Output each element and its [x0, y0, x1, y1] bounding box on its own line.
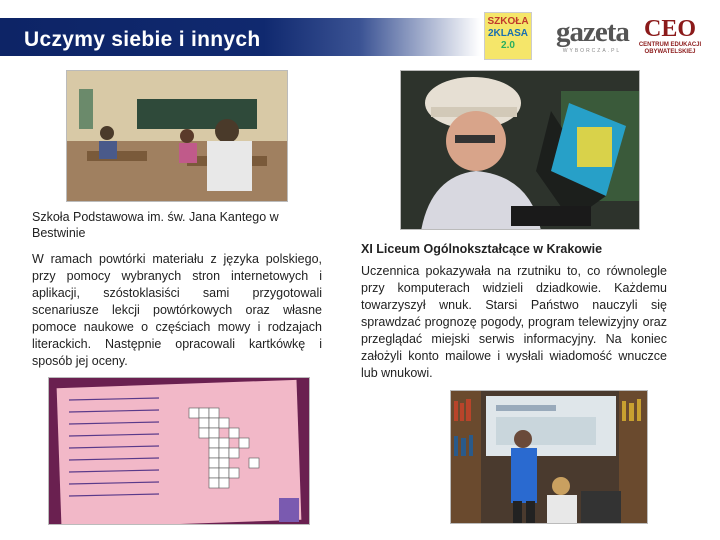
left-school-name: Szkoła Podstawowa im. św. Jana Kantego w Bestwinie: [32, 210, 279, 240]
gazeta-logo-sub: WYBORCZA.PL: [562, 48, 622, 54]
gazeta-logo-name: gazeta: [556, 16, 629, 48]
gazeta-logo: [556, 16, 628, 60]
poster-photo: [48, 377, 310, 525]
szkola-logo-line3: 2.0: [501, 40, 515, 51]
left-description: W ramach powtórki materiału z języka polskiego, przy pomocy wybranych stron internetowych i aplikacji, szóstoklasiści sami przygotowali scenariusze lekcji powtórkowych oraz własne pomoce naukowe o częściach mowy i rodzajach literackich. Następnie opracowali kartkówkę i sposób jej oceny.: [32, 252, 322, 368]
ceo-logo: [634, 16, 706, 60]
page-title: Uczymy siebie i innych: [24, 28, 261, 51]
right-school-name: XI Liceum Ogólnokształcące w Krakowie: [361, 242, 603, 256]
ceo-logo-name: CEO: [643, 16, 696, 42]
ceo-logo-sub2: OBYWATELSKIEJ: [644, 49, 696, 55]
szkola-2-klasa-logo: [484, 12, 532, 60]
senior-computer-photo: [400, 70, 640, 230]
classroom-photo: [66, 70, 288, 202]
szkola-logo-line2: 2KLASA: [487, 28, 528, 39]
ceo-logo-sub1: CENTRUM EDUKACJI: [638, 42, 702, 48]
szkola-logo-line1: SZKOŁA: [487, 16, 529, 27]
right-description: Uczennica pokazywała na rzutniku to, co równolegle przy komputerach widzieli dziadkowie. Każdemu towarzyszył wnuk. Starsi Państwo nauczyli się sprawdzać prognozę pogody, program telewizyjny oraz przeglądać miejski serwis informacyjny. Na koniec założyli konto mailowe i wysłali wiadomość wnuczce lub wnukowi.: [361, 264, 667, 380]
library-presentation-photo: [450, 390, 648, 524]
